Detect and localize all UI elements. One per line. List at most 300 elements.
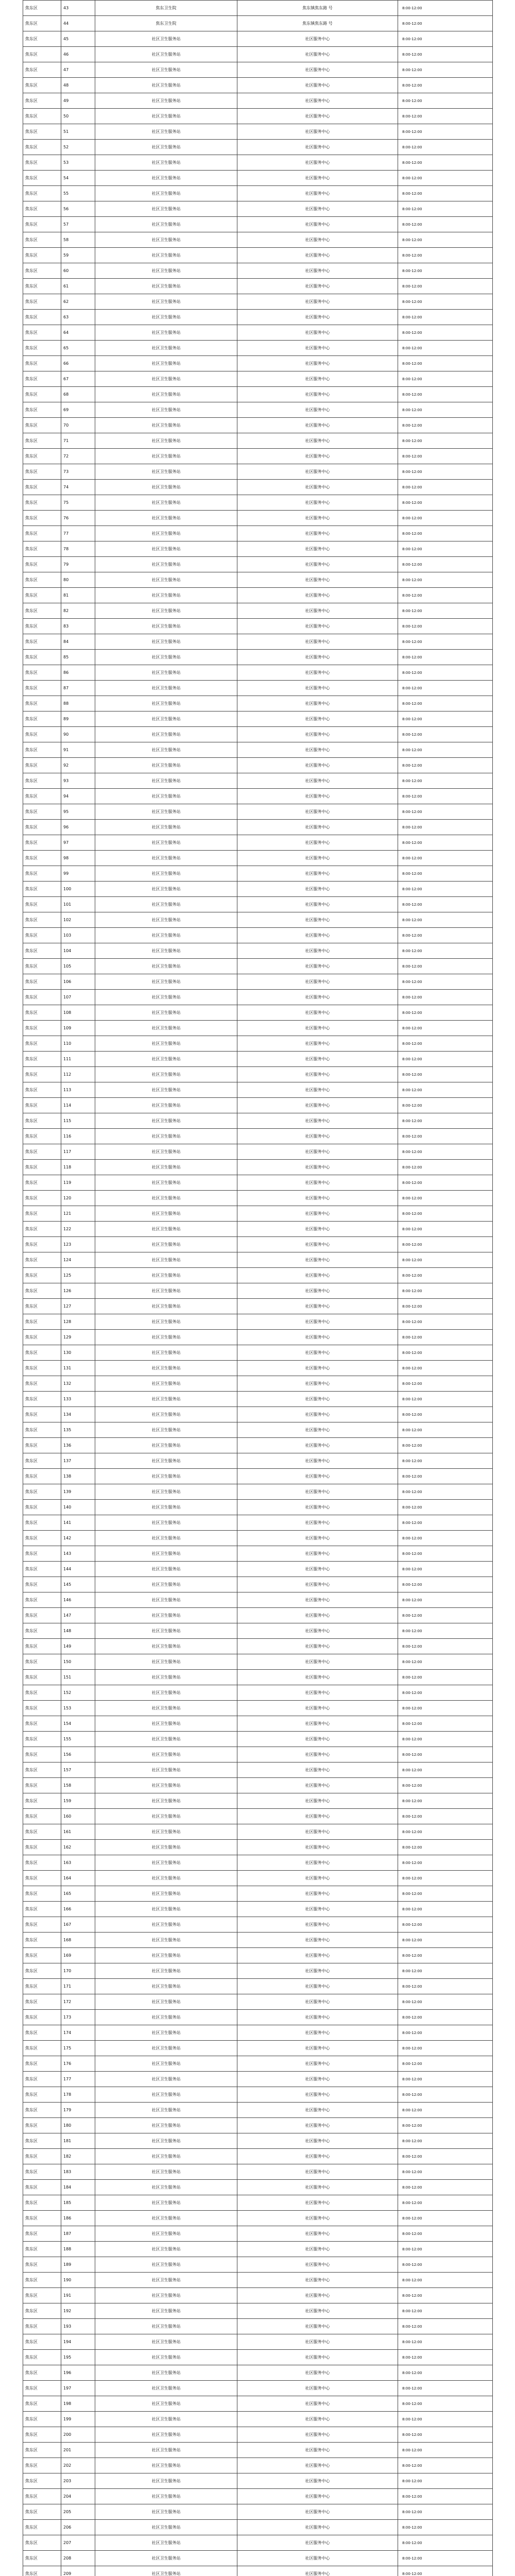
address-cell: 社区服务中心 [237,773,398,789]
clinic-name-cell: 社区卫生服务站 [95,634,237,650]
number-cell: 93 [61,773,95,789]
district-cell: 焦东区 [23,974,61,990]
service-time-cell: 8:00-12:00 [398,1531,493,1546]
address-cell: 社区服务中心 [237,2118,398,2133]
service-time-cell: 8:00-12:00 [398,1484,493,1500]
clinic-name-cell: 社区卫生服务站 [95,2257,237,2273]
district-cell: 焦东区 [23,696,61,711]
service-time-cell: 8:00-12:00 [398,866,493,882]
table-row [23,310,493,325]
clinic-name-cell: 社区卫生服务站 [95,1175,237,1191]
clinic-name-cell: 社区卫生服务站 [95,325,237,341]
table-row [23,758,493,773]
table-row [23,2381,493,2396]
clinic-name-cell: 社区卫生服务站 [95,341,237,356]
table-row [23,572,493,588]
district-cell: 焦东区 [23,1531,61,1546]
address-cell: 社区服务中心 [237,943,398,959]
clinic-name-cell: 社区卫生服务站 [95,665,237,681]
service-time-cell: 8:00-12:00 [398,511,493,526]
district-cell: 焦东区 [23,1855,61,1871]
address-cell: 社区服务中心 [237,418,398,433]
district-cell: 焦东区 [23,1330,61,1345]
district-cell: 焦东区 [23,1268,61,1283]
number-cell: 142 [61,1531,95,1546]
service-time-cell: 8:00-12:00 [398,2473,493,2489]
service-time-cell: 8:00-12:00 [398,1577,493,1592]
number-cell: 129 [61,1330,95,1345]
district-cell: 焦东区 [23,155,61,171]
service-time-cell: 8:00-12:00 [398,820,493,835]
number-cell: 73 [61,464,95,480]
service-time-cell: 8:00-12:00 [398,897,493,912]
district-cell: 焦东区 [23,1917,61,1933]
clinic-name-cell: 社区卫生服务站 [95,1314,237,1330]
number-cell: 183 [61,2164,95,2180]
number-cell: 193 [61,2319,95,2334]
clinic-name-cell: 社区卫生服务站 [95,356,237,371]
number-cell: 66 [61,356,95,371]
clinic-name-cell: 社区卫生服务站 [95,742,237,758]
district-cell: 焦东区 [23,1948,61,1963]
number-cell: 150 [61,1654,95,1670]
clinic-name-cell: 社区卫生服务站 [95,1082,237,1098]
address-cell: 社区服务中心 [237,1902,398,1917]
service-time-cell: 8:00-12:00 [398,155,493,171]
service-time-cell: 8:00-12:00 [398,1129,493,1144]
address-cell: 社区服务中心 [237,1175,398,1191]
table-row [23,2257,493,2273]
address-cell: 社区服务中心 [237,2566,398,2576]
clinic-name-cell: 社区卫生服务站 [95,1670,237,1685]
table-row [23,2025,493,2041]
clinic-name-cell: 社区卫生服务站 [95,2010,237,2025]
number-cell: 155 [61,1732,95,1747]
clinic-name-cell: 社区卫生服务站 [95,2489,237,2504]
district-cell: 焦东区 [23,959,61,974]
number-cell: 165 [61,1886,95,1902]
service-time-cell: 8:00-12:00 [398,1871,493,1886]
table-row [23,2242,493,2257]
service-time-cell: 8:00-12:00 [398,2288,493,2303]
table-row [23,2443,493,2458]
district-cell: 焦东区 [23,1036,61,1052]
district-cell: 焦东区 [23,2133,61,2149]
service-time-cell: 8:00-12:00 [398,1778,493,1793]
address-cell: 社区服务中心 [237,2551,398,2566]
service-time-cell: 8:00-12:00 [398,2350,493,2365]
table-row [23,263,493,279]
address-cell: 社区服务中心 [237,1824,398,1840]
service-time-cell: 8:00-12:00 [398,2025,493,2041]
number-cell: 90 [61,727,95,742]
number-cell: 103 [61,928,95,943]
address-cell: 社区服务中心 [237,1021,398,1036]
table-row [23,990,493,1005]
clinic-name-cell: 社区卫生服务站 [95,294,237,310]
address-cell: 社区服务中心 [237,31,398,47]
address-cell: 社区服务中心 [237,1577,398,1592]
clinic-name-cell: 社区卫生服务站 [95,2103,237,2118]
service-time-cell: 8:00-12:00 [398,62,493,78]
address-cell: 社区服务中心 [237,619,398,634]
address-cell: 社区服务中心 [237,1469,398,1484]
number-cell: 159 [61,1793,95,1809]
district-cell: 焦东区 [23,140,61,155]
clinic-name-cell: 社区卫生服务站 [95,279,237,294]
clinic-name-cell: 社区卫生服务站 [95,2288,237,2303]
district-cell: 焦东区 [23,1809,61,1824]
clinic-name-cell: 社区卫生服务站 [95,2535,237,2551]
district-cell: 焦东区 [23,1732,61,1747]
clinic-name-cell: 社区卫生服务站 [95,1484,237,1500]
number-cell: 191 [61,2288,95,2303]
table-row [23,2412,493,2427]
table-row [23,2319,493,2334]
service-time-cell: 8:00-12:00 [398,1438,493,1453]
number-cell: 199 [61,2412,95,2427]
address-cell: 社区服务中心 [237,433,398,449]
service-time-cell: 8:00-12:00 [398,1515,493,1531]
service-time-cell: 8:00-12:00 [398,1144,493,1160]
number-cell: 116 [61,1129,95,1144]
district-cell: 焦东区 [23,711,61,727]
district-cell: 焦东区 [23,1623,61,1639]
number-cell: 87 [61,681,95,696]
district-cell: 焦东区 [23,1484,61,1500]
address-cell: 社区服务中心 [237,217,398,232]
table-row [23,1824,493,1840]
district-cell: 焦东区 [23,1005,61,1021]
number-cell: 146 [61,1592,95,1608]
district-cell: 焦东区 [23,294,61,310]
number-cell: 140 [61,1500,95,1515]
district-cell: 焦东区 [23,2350,61,2365]
table-row [23,1515,493,1531]
address-cell: 社区服务中心 [237,2195,398,2211]
service-time-cell: 8:00-12:00 [398,2180,493,2195]
district-cell: 焦东区 [23,1639,61,1654]
clinic-name-cell: 社区卫生服务站 [95,1345,237,1361]
address-cell: 社区服务中心 [237,2381,398,2396]
address-cell: 社区服务中心 [237,974,398,990]
clinic-name-cell: 社区卫生服务站 [95,232,237,248]
number-cell: 179 [61,2103,95,2118]
district-cell: 焦东区 [23,1206,61,1222]
address-cell: 社区服务中心 [237,851,398,866]
service-time-cell: 8:00-12:00 [398,1469,493,1484]
service-time-cell: 8:00-12:00 [398,2566,493,2576]
district-cell: 焦东区 [23,1701,61,1716]
district-cell: 焦东区 [23,171,61,186]
district-cell: 焦东区 [23,1098,61,1113]
district-cell: 焦东区 [23,2489,61,2504]
clinic-name-cell: 社区卫生服务站 [95,62,237,78]
service-time-cell: 8:00-12:00 [398,480,493,495]
number-cell: 156 [61,1747,95,1762]
district-cell: 焦东区 [23,1422,61,1438]
service-time-cell: 8:00-12:00 [398,2041,493,2056]
address-cell: 社区服务中心 [237,1345,398,1361]
district-cell: 焦东区 [23,1500,61,1515]
number-cell: 141 [61,1515,95,1531]
clinic-name-cell: 社区卫生服务站 [95,1144,237,1160]
clinic-name-cell: 社区卫生服务站 [95,1330,237,1345]
district-cell: 焦东区 [23,2118,61,2133]
clinic-name-cell: 社区卫生服务站 [95,1036,237,1052]
service-time-cell: 8:00-12:00 [398,2010,493,2025]
table-row [23,2211,493,2226]
number-cell: 76 [61,511,95,526]
address-cell: 社区服务中心 [237,882,398,897]
clinic-name-cell: 社区卫生服务站 [95,696,237,711]
service-time-cell: 8:00-12:00 [398,1361,493,1376]
address-cell: 社区服务中心 [237,526,398,541]
address-cell: 社区服务中心 [237,1562,398,1577]
service-time-cell: 8:00-12:00 [398,1206,493,1222]
clinic-name-cell: 社区卫生服务站 [95,773,237,789]
table-row [23,959,493,974]
number-cell: 135 [61,1422,95,1438]
table-row [23,93,493,109]
address-cell: 社区服务中心 [237,186,398,201]
district-cell: 焦东区 [23,279,61,294]
clinic-name-cell: 社区卫生服务站 [95,619,237,634]
number-cell: 204 [61,2489,95,2504]
address-cell: 社区服务中心 [237,603,398,619]
table-row [23,2551,493,2566]
table-row [23,1345,493,1361]
table-row [23,1175,493,1191]
service-time-cell: 8:00-12:00 [398,1392,493,1407]
address-cell: 社区服务中心 [237,711,398,727]
number-cell: 182 [61,2149,95,2164]
address-cell: 社区服务中心 [237,232,398,248]
clinic-name-cell: 社区卫生服务站 [95,866,237,882]
address-cell: 社区服务中心 [237,1314,398,1330]
number-cell: 95 [61,804,95,820]
address-cell: 社区服务中心 [237,1361,398,1376]
table-row [23,2473,493,2489]
table-row [23,1948,493,1963]
district-cell: 焦东区 [23,2473,61,2489]
service-time-cell: 8:00-12:00 [398,1330,493,1345]
number-cell: 107 [61,990,95,1005]
district-cell: 焦东区 [23,603,61,619]
number-cell: 147 [61,1608,95,1623]
number-cell: 59 [61,248,95,263]
clinic-name-cell: 社区卫生服务站 [95,681,237,696]
clinic-name-cell: 社区卫生服务站 [95,789,237,804]
district-cell: 焦东区 [23,449,61,464]
table-row [23,1608,493,1623]
service-time-cell: 8:00-12:00 [398,341,493,356]
address-cell: 社区服务中心 [237,1994,398,2010]
district-cell: 焦东区 [23,1438,61,1453]
district-cell: 焦东区 [23,789,61,804]
district-cell: 焦东区 [23,2103,61,2118]
table-row [23,47,493,62]
address-cell: 社区服务中心 [237,2303,398,2319]
clinic-name-cell: 社区卫生服务站 [95,387,237,402]
clinic-name-cell: 社区卫生服务站 [95,1701,237,1716]
number-cell: 115 [61,1113,95,1129]
district-cell: 焦东区 [23,201,61,217]
table-row [23,1469,493,1484]
number-cell: 138 [61,1469,95,1484]
service-time-cell: 8:00-12:00 [398,2458,493,2473]
number-cell: 197 [61,2381,95,2396]
service-time-cell: 8:00-12:00 [398,2211,493,2226]
address-cell: 社区服务中心 [237,495,398,511]
clinic-name-cell: 社区卫生服务站 [95,1021,237,1036]
address-cell: 社区服务中心 [237,557,398,572]
district-cell: 焦东区 [23,2257,61,2273]
service-time-cell: 8:00-12:00 [398,2303,493,2319]
service-time-cell: 8:00-12:00 [398,1963,493,1979]
number-cell: 64 [61,325,95,341]
district-cell: 焦东区 [23,1144,61,1160]
number-cell: 162 [61,1840,95,1855]
district-cell: 焦东区 [23,31,61,47]
address-cell: 社区服务中心 [237,665,398,681]
number-cell: 68 [61,387,95,402]
service-time-cell: 8:00-12:00 [398,1762,493,1778]
table-row [23,1438,493,1453]
district-cell: 焦东区 [23,1,61,16]
clinic-name-cell: 社区卫生服务站 [95,2118,237,2133]
district-cell: 焦东区 [23,1021,61,1036]
table-row [23,2226,493,2242]
clinic-name-cell: 社区卫生服务站 [95,882,237,897]
number-cell: 169 [61,1948,95,1963]
address-cell: 社区服务中心 [237,634,398,650]
clinic-name-cell: 社区卫生服务站 [95,1933,237,1948]
number-cell: 52 [61,140,95,155]
address-cell: 社区服务中心 [237,2087,398,2103]
district-cell: 焦东区 [23,2273,61,2288]
table-row [23,1701,493,1716]
table-row [23,650,493,665]
district-cell: 焦东区 [23,62,61,78]
table-row [23,696,493,711]
address-cell: 社区服务中心 [237,1639,398,1654]
number-cell: 196 [61,2365,95,2381]
service-time-cell: 8:00-12:00 [398,959,493,974]
service-time-cell: 8:00-12:00 [398,1005,493,1021]
number-cell: 75 [61,495,95,511]
table-row [23,2396,493,2412]
address-cell: 社区服务中心 [237,201,398,217]
number-cell: 120 [61,1191,95,1206]
district-cell: 焦东区 [23,16,61,31]
district-cell: 焦东区 [23,990,61,1005]
district-cell: 焦东区 [23,387,61,402]
table-row [23,820,493,835]
clinic-name-cell: 社区卫生服务站 [95,2242,237,2257]
district-cell: 焦东区 [23,1515,61,1531]
service-time-cell: 8:00-12:00 [398,789,493,804]
service-time-cell: 8:00-12:00 [398,1608,493,1623]
address-cell: 社区服务中心 [237,2412,398,2427]
clinic-name-cell: 社区卫生服务站 [95,2473,237,2489]
service-time-cell: 8:00-12:00 [398,1237,493,1252]
number-cell: 184 [61,2180,95,2195]
number-cell: 114 [61,1098,95,1113]
clinic-name-cell: 社区卫生服务站 [95,1392,237,1407]
clinic-name-cell: 社区卫生服务站 [95,2133,237,2149]
table-row [23,665,493,681]
clinic-name-cell: 社区卫生服务站 [95,1994,237,2010]
number-cell: 143 [61,1546,95,1562]
district-cell: 焦东区 [23,1113,61,1129]
number-cell: 89 [61,711,95,727]
service-time-cell: 8:00-12:00 [398,1902,493,1917]
clinic-name-cell: 社区卫生服务站 [95,2056,237,2072]
number-cell: 208 [61,2551,95,2566]
table-row [23,1484,493,1500]
table-row [23,1237,493,1252]
table-row [23,480,493,495]
address-cell: 社区服务中心 [237,1422,398,1438]
clinic-name-cell: 社区卫生服务站 [95,418,237,433]
district-cell: 焦东区 [23,1793,61,1809]
district-cell: 焦东区 [23,897,61,912]
table-row [23,433,493,449]
district-cell: 焦东区 [23,1871,61,1886]
number-cell: 99 [61,866,95,882]
service-time-cell: 8:00-12:00 [398,2396,493,2412]
address-cell: 社区服务中心 [237,681,398,696]
table-row [23,2118,493,2133]
table-row [23,1098,493,1113]
service-time-cell: 8:00-12:00 [398,2443,493,2458]
clinic-name-cell: 社区卫生服务站 [95,2303,237,2319]
table-row [23,341,493,356]
table-row [23,2149,493,2164]
clinic-name-cell: 社区卫生服务站 [95,1438,237,1453]
clinic-name-cell: 社区卫生服务站 [95,1531,237,1546]
address-cell: 社区服务中心 [237,1036,398,1052]
address-cell: 社区服务中心 [237,2473,398,2489]
address-cell: 社区服务中心 [237,140,398,155]
service-time-cell: 8:00-12:00 [398,2504,493,2520]
service-time-cell: 8:00-12:00 [398,495,493,511]
service-time-cell: 8:00-12:00 [398,650,493,665]
table-row [23,1654,493,1670]
number-cell: 133 [61,1392,95,1407]
table-row [23,2010,493,2025]
table-row [23,588,493,603]
number-cell: 188 [61,2242,95,2257]
clinic-name-cell: 社区卫生服务站 [95,2334,237,2350]
address-cell: 社区服务中心 [237,2535,398,2551]
table-row [23,2303,493,2319]
clinic-name-cell: 社区卫生服务站 [95,263,237,279]
table-row [23,1531,493,1546]
service-time-cell: 8:00-12:00 [398,1747,493,1762]
address-cell: 社区服务中心 [237,1113,398,1129]
district-cell: 焦东区 [23,2056,61,2072]
service-time-cell: 8:00-12:00 [398,325,493,341]
number-cell: 134 [61,1407,95,1422]
district-cell: 焦东区 [23,1886,61,1902]
clinic-name-cell: 社区卫生服务站 [95,1422,237,1438]
address-cell: 社区服务中心 [237,1701,398,1716]
clinic-name-cell: 社区卫生服务站 [95,124,237,140]
number-cell: 123 [61,1237,95,1252]
clinic-name-cell: 社区卫生服务站 [95,835,237,851]
